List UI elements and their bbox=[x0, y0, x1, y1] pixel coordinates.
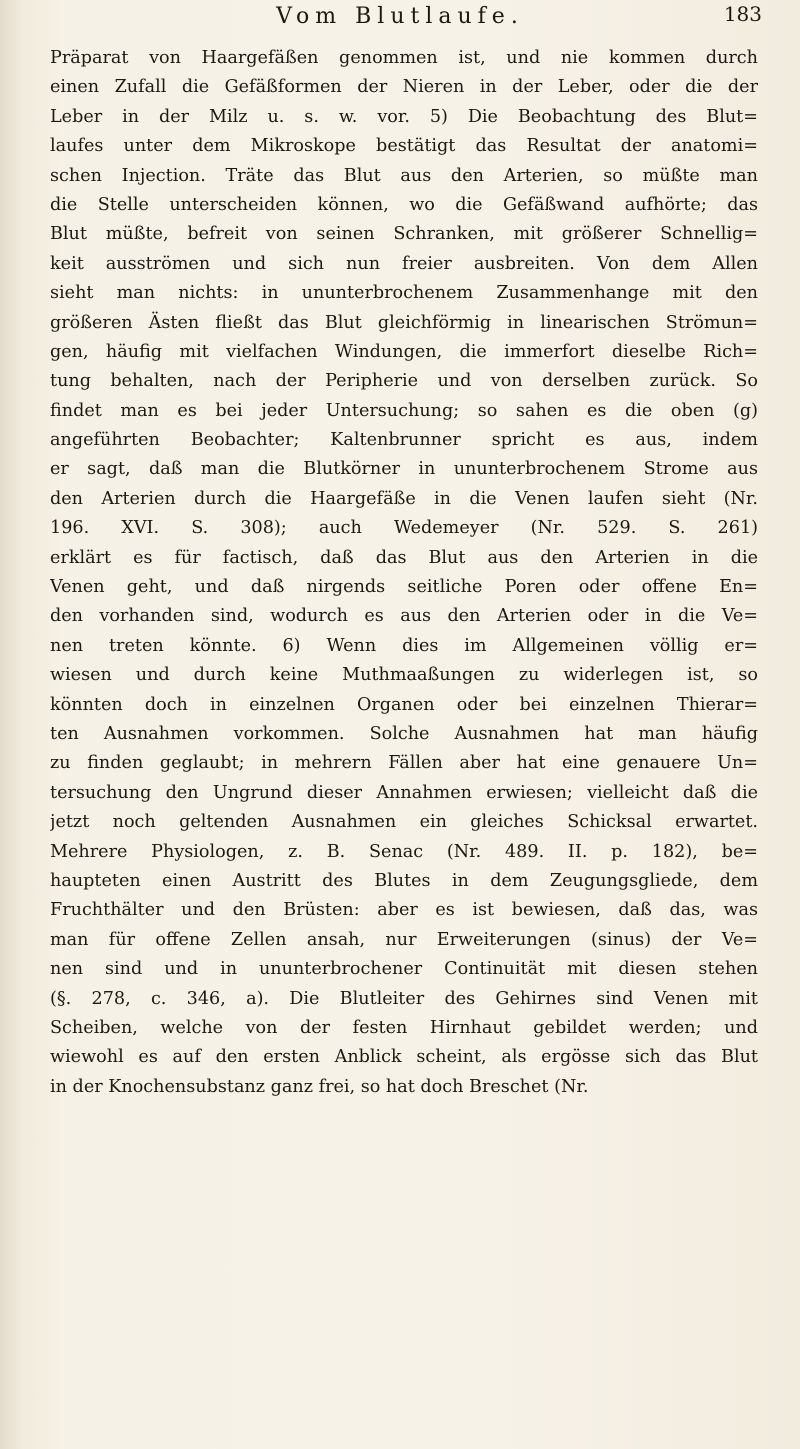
text-line: ten Ausnahmen vorkommen. Solche Ausnahmen hat man häufig bbox=[50, 723, 758, 744]
text-line: tung behalten, nach der Peripherie und von derselben zurück. So bbox=[50, 371, 758, 392]
text-line: den vorhanden sind, wodurch es aus den Arterien oder in die Ve= bbox=[50, 606, 758, 627]
text-line: größeren Ästen fließt das Blut gleichförmig in linearischen Strömun= bbox=[50, 312, 758, 333]
text-line: Blut müßte, befreit von seinen Schranken, mit größerer Schnellig= bbox=[50, 224, 758, 245]
text-line: tersuchung den Ungrund dieser Annahmen erwiesen; vielleicht daß die bbox=[50, 782, 758, 803]
text-line: keit ausströmen und sich nun freier ausbreiten. Von dem Allen bbox=[50, 253, 758, 274]
page-header bbox=[0, 2, 800, 36]
text-line: Fruchthälter und den Brüsten: aber es ist bewiesen, daß das, was bbox=[50, 900, 758, 921]
running-head: Vom Blutlaufe. bbox=[276, 4, 524, 29]
text-line: Präparat von Haargefäßen genommen ist, und nie kommen durch bbox=[50, 48, 758, 68]
text-line: laufes unter dem Mikroskope bestätigt das Resultat der anatomi= bbox=[50, 136, 758, 157]
text-line: 196. XVI. S. 308); auch Wedemeyer (Nr. 529. S. 261) bbox=[50, 518, 758, 539]
text-line: zu finden geglaubt; in mehrern Fällen aber hat eine genauere Un= bbox=[50, 753, 758, 774]
body-text bbox=[50, 44, 758, 1102]
text-line: Leber in der Milz u. s. w. vor. 5) Die Beobachtung des Blut= bbox=[50, 106, 758, 127]
text-line: erklärt es für factisch, daß das Blut aus den Arterien in die bbox=[50, 547, 758, 568]
text-line: einen Zufall die Gefäßformen der Nieren in der Leber, oder die der bbox=[50, 77, 758, 98]
text-line: gen, häufig mit vielfachen Windungen, die immerfort dieselbe Rich= bbox=[50, 341, 758, 362]
text-line: haupteten einen Austritt des Blutes in dem Zeugungsgliede, dem bbox=[50, 870, 758, 891]
text-line: findet man es bei jeder Untersuchung; so sahen es die oben (g) bbox=[50, 400, 758, 421]
text-line: in der Knochensubstanz ganz frei, so hat doch Breschet (Nr. bbox=[50, 1076, 589, 1097]
text-line: den Arterien durch die Haargefäße in die Venen laufen sieht (Nr. bbox=[50, 488, 758, 509]
text-line: jetzt noch geltenden Ausnahmen ein gleiches Schicksal erwartet. bbox=[50, 812, 758, 833]
text-line: nen treten könnte. 6) Wenn dies im Allgemeinen völlig er= bbox=[50, 635, 758, 656]
text-line: könnten doch in einzelnen Organen oder bei einzelnen Thierar= bbox=[50, 694, 758, 715]
text-line: wiesen und durch keine Muthmaaßungen zu widerlegen ist, so bbox=[50, 665, 758, 686]
text-line: nen sind und in ununterbrochener Continuität mit diesen stehen bbox=[50, 959, 758, 980]
text-line: Mehrere Physiologen, z. B. Senac (Nr. 489. II. p. 182), be= bbox=[50, 841, 758, 862]
text-line: Scheiben, welche von der festen Hirnhaut gebildet werden; und bbox=[50, 1017, 758, 1038]
text-line: man für offene Zellen ansah, nur Erweiterungen (sinus) der Ve= bbox=[50, 929, 758, 950]
text-line: angeführten Beobachter; Kaltenbrunner spricht es aus, indem bbox=[50, 430, 758, 451]
page-number: 183 bbox=[723, 2, 762, 26]
text-line: schen Injection. Träte das Blut aus den Arterien, so müßte man bbox=[50, 165, 758, 186]
text-line: wiewohl es auf den ersten Anblick scheint, als ergösse sich das Blut bbox=[50, 1047, 758, 1068]
text-line: (§. 278, c. 346, a). Die Blutleiter des Gehirnes sind Venen mit bbox=[50, 988, 758, 1009]
page-gutter-shadow bbox=[0, 0, 22, 1449]
text-line: Venen geht, und daß nirgends seitliche Poren oder offene En= bbox=[50, 577, 758, 598]
text-line: die Stelle unterscheiden können, wo die Gefäßwand aufhörte; das bbox=[50, 194, 758, 215]
text-line: er sagt, daß man die Blutkörner in ununterbrochenem Strome aus bbox=[50, 459, 758, 480]
text-line: sieht man nichts: in ununterbrochenem Zusammenhange mit den bbox=[50, 283, 758, 304]
